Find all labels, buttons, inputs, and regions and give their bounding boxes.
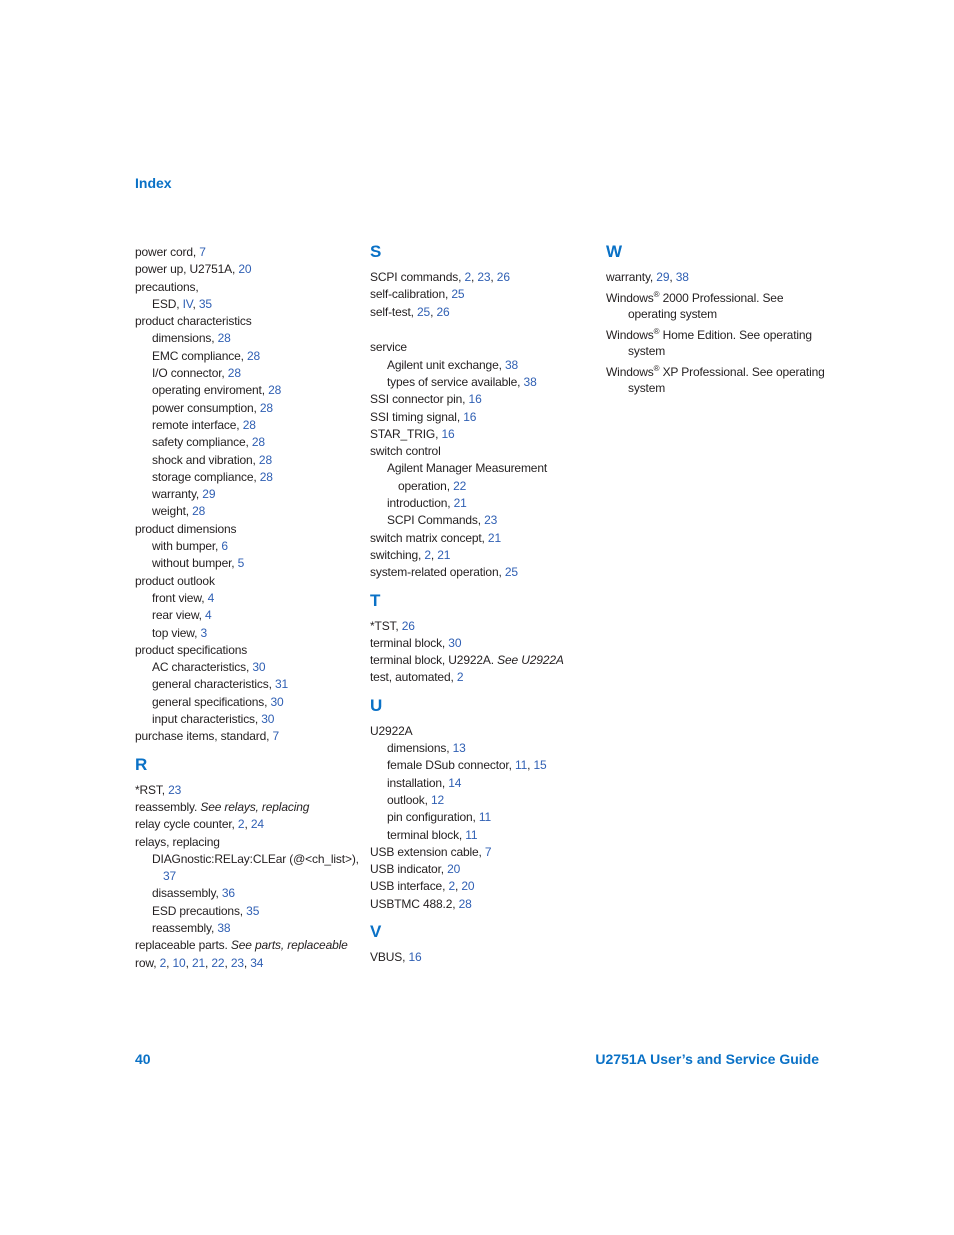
- index-subentry: [135, 486, 355, 503]
- index-entry: [135, 313, 355, 330]
- page-link[interactable]: 36: [221, 886, 235, 901]
- entry-text: warranty,: [606, 270, 657, 284]
- index-subentry: [370, 460, 590, 477]
- page-link[interactable]: 26: [436, 304, 450, 319]
- entry-text: XP Professional. See operating: [659, 365, 825, 380]
- entry-text: SSI connector pin,: [370, 392, 469, 407]
- index-subentry: [135, 348, 355, 365]
- index-subentry: [135, 503, 355, 520]
- page-link[interactable]: 29: [202, 487, 216, 502]
- index-subentry-wrap: [370, 478, 590, 495]
- index-entry: [606, 327, 826, 343]
- index-entry: [370, 426, 590, 443]
- entry-text: operating system: [628, 307, 717, 322]
- entry-text: relays, replacing: [135, 834, 220, 849]
- page-link[interactable]: 10: [172, 955, 186, 970]
- index-column-2: [370, 243, 590, 966]
- entry-text: 2000 Professional. See: [659, 291, 784, 306]
- entry-text: VBUS,: [370, 950, 409, 964]
- entry-text: *RST,: [135, 782, 169, 797]
- entry-text: operation,: [398, 478, 454, 493]
- page-link[interactable]: 16: [463, 409, 477, 424]
- index-subentry: female DSub connector, 11, 15: [387, 758, 547, 773]
- see-reference: See parts, replaceable: [230, 938, 348, 953]
- entry-text: USB extension cable,: [370, 844, 485, 859]
- index-entry: [135, 261, 355, 278]
- index-entry: [606, 364, 826, 380]
- page-link[interactable]: 12: [431, 792, 445, 807]
- page-link[interactable]: 30: [448, 635, 462, 650]
- index-letter-t: T: [370, 590, 381, 610]
- entry-text: SSI timing signal,: [370, 409, 464, 424]
- entry-text: Agilent Manager Measurement: [387, 461, 548, 476]
- entry-text: Windows: [606, 328, 654, 343]
- registered-mark: ®: [653, 290, 660, 300]
- entry-text: ESD,: [152, 296, 183, 311]
- entry-text: Windows: [606, 291, 654, 306]
- page-link[interactable]: 20: [461, 879, 475, 894]
- see-reference: See relays, replacing: [200, 799, 310, 814]
- index-entry: warranty, 29, 38: [606, 270, 689, 284]
- index-entry: [370, 896, 590, 913]
- index-entry: switching, 2, 21: [370, 547, 451, 562]
- entry-text: shock and vibration,: [152, 452, 259, 467]
- entry-text: operating enviroment,: [152, 383, 269, 398]
- page-link[interactable]: 20: [238, 262, 252, 277]
- page-link[interactable]: 5: [237, 556, 245, 571]
- index-subentry-wrap: [135, 868, 355, 885]
- page-link[interactable]: 22: [453, 478, 467, 493]
- index-entry: [135, 937, 355, 954]
- entry-text: *TST,: [370, 618, 402, 633]
- entry-text: general characteristics,: [152, 677, 275, 692]
- entry-text: USB interface,: [370, 879, 449, 894]
- page-link[interactable]: 31: [274, 677, 289, 692]
- index-entry: relay cycle counter, 2, 24: [135, 817, 264, 832]
- entry-text: power consumption,: [152, 400, 260, 415]
- entry-text: system-related operation,: [370, 565, 505, 580]
- index-subentry: [135, 330, 355, 347]
- page-link[interactable]: 25: [417, 304, 431, 319]
- entry-text: ESD precautions,: [152, 903, 247, 918]
- index-subentry: [135, 538, 355, 555]
- page-link[interactable]: 6: [221, 539, 228, 554]
- index-entry: [370, 564, 590, 581]
- entry-text: relay cycle counter,: [135, 817, 238, 832]
- index-subentry: [135, 434, 355, 451]
- entry-text: product dimensions: [135, 521, 237, 536]
- entry-text: terminal block,: [387, 827, 466, 842]
- index-letter-v: V: [370, 922, 382, 941]
- index-entry: [135, 834, 355, 851]
- index-subentry: [135, 885, 355, 902]
- index-entry: [370, 443, 590, 460]
- entry-text: product specifications: [135, 642, 248, 657]
- index-entry: [135, 642, 355, 659]
- entry-text: system: [628, 344, 666, 359]
- index-subentry: [370, 495, 590, 512]
- index-column-1: [135, 244, 359, 972]
- page-link[interactable]: 35: [198, 296, 212, 311]
- entry-text: pin configuration,: [387, 810, 479, 825]
- page-link[interactable]: 23: [230, 955, 244, 970]
- page-link[interactable]: 28: [251, 435, 265, 450]
- entry-text: U2922A: [370, 723, 413, 738]
- page-link[interactable]: 2: [448, 879, 455, 894]
- page-link[interactable]: 28: [458, 896, 472, 911]
- index-entry: [370, 618, 590, 635]
- page-link[interactable]: 11: [465, 827, 478, 842]
- footer-page-number: 40: [135, 1051, 151, 1067]
- index-entry: [135, 279, 355, 296]
- entry-text: dimensions,: [152, 331, 218, 346]
- registered-mark: ®: [653, 327, 660, 337]
- index-subentry: [135, 659, 355, 676]
- page-link[interactable]: 26: [496, 270, 510, 284]
- index-subentry: [135, 452, 355, 469]
- index-subentry: [135, 607, 355, 624]
- page-link[interactable]: 38: [675, 270, 689, 284]
- index-letter-w: W: [606, 242, 623, 261]
- page-link[interactable]: 28: [192, 504, 206, 519]
- entry-text: terminal block,: [370, 635, 449, 650]
- index-subentry: [135, 625, 355, 642]
- entry-text: I/O connector,: [152, 366, 228, 381]
- index-entry: row, 2, 10, 21, 22, 23, 34: [135, 955, 264, 970]
- page-link[interactable]: 2: [424, 547, 431, 562]
- page-link[interactable]: 30: [270, 694, 284, 709]
- entry-text: introduction,: [387, 496, 454, 511]
- page-link[interactable]: 15: [533, 758, 547, 773]
- page-link[interactable]: 11: [514, 758, 528, 773]
- page-link[interactable]: 35: [246, 903, 260, 918]
- page-link[interactable]: 28: [259, 400, 273, 415]
- entry-text: switching,: [370, 547, 425, 562]
- index-subentry: [135, 676, 355, 693]
- entry-text: SCPI commands,: [370, 270, 465, 284]
- entry-text: front view,: [152, 590, 208, 605]
- page-link[interactable]: 21: [191, 955, 205, 970]
- index-entry: USB interface, 2, 20: [370, 879, 475, 894]
- page-link[interactable]: 2: [159, 955, 167, 970]
- index-subentry: [135, 903, 355, 920]
- entry-text: switch matrix concept,: [370, 530, 488, 545]
- page-link[interactable]: 16: [441, 426, 455, 441]
- entry-text: precautions,: [135, 279, 199, 294]
- index-subentry: [370, 374, 590, 391]
- index-entry: [370, 723, 590, 740]
- index-subentry: [135, 365, 355, 382]
- footer-guide-title: U2751A User’s and Service Guide: [595, 1051, 819, 1067]
- entry-text: Windows: [606, 365, 654, 380]
- index-entry: [135, 573, 355, 590]
- page-link[interactable]: 28: [268, 383, 282, 398]
- entry-text: service: [370, 340, 407, 355]
- page-link[interactable]: 14: [448, 775, 462, 790]
- entry-text: reassembly.: [135, 799, 201, 814]
- index-subentry: ESD, IV, 35: [152, 296, 212, 311]
- entry-text: test, automated,: [370, 670, 457, 685]
- page-link[interactable]: 37: [163, 869, 177, 884]
- entry-text: remote interface,: [152, 417, 243, 432]
- spacer: [370, 321, 590, 340]
- page-link[interactable]: 4: [207, 590, 215, 605]
- index-subentry: [135, 694, 355, 711]
- page-link[interactable]: 22: [211, 955, 225, 970]
- page-link[interactable]: 25: [504, 565, 518, 580]
- index-entry: [370, 635, 590, 652]
- entry-text: SCPI Commands,: [387, 513, 485, 528]
- index-subentry: [370, 357, 590, 374]
- page-link[interactable]: 16: [408, 950, 422, 964]
- page-header-title: Index: [135, 175, 172, 191]
- entry-text: self-calibration,: [370, 287, 452, 302]
- entry-text: Agilent unit exchange,: [387, 357, 505, 372]
- page-link[interactable]: 4: [205, 608, 212, 623]
- page-link[interactable]: 2: [456, 670, 464, 685]
- index-subentry: [370, 809, 590, 826]
- entry-text: USBTMC 488.2,: [370, 896, 459, 911]
- entry-text: Home Edition. See operating: [659, 328, 812, 343]
- page-link[interactable]: 3: [200, 625, 208, 640]
- index-subentry: [370, 827, 590, 844]
- page-link[interactable]: 23: [484, 513, 498, 528]
- page-link[interactable]: 11: [478, 810, 492, 825]
- index-entry: [370, 861, 590, 878]
- page-link[interactable]: 34: [250, 955, 264, 970]
- page-link[interactable]: 2: [237, 817, 245, 832]
- entry-text: safety compliance,: [152, 435, 252, 450]
- index-entry: [370, 669, 590, 686]
- index-subentry: [135, 590, 355, 607]
- page-link[interactable]: 28: [258, 452, 272, 467]
- index-entry: [135, 728, 355, 745]
- index-subentry: [135, 555, 355, 572]
- page-link[interactable]: 30: [252, 660, 266, 675]
- page-link[interactable]: 7: [272, 729, 280, 744]
- index-entry: [135, 782, 355, 799]
- index-entry: [370, 530, 590, 547]
- page-link[interactable]: 38: [504, 357, 519, 372]
- index-entry: [370, 339, 590, 356]
- page-link[interactable]: 20: [447, 862, 461, 877]
- entry-text: warranty,: [152, 487, 203, 502]
- entry-text: with bumper,: [152, 539, 222, 554]
- index-letter-r: R: [135, 754, 148, 774]
- entry-text: DIAGnostic:RELay:CLEar (@<ch_list>),: [152, 851, 359, 866]
- index-subentry: [370, 792, 590, 809]
- index-entry: [370, 844, 590, 861]
- entry-text: purchase items, standard,: [135, 729, 273, 744]
- index-entry: [370, 286, 590, 303]
- page-link[interactable]: 16: [468, 392, 482, 407]
- page-link[interactable]: 2: [464, 270, 471, 284]
- page-link[interactable]: 7: [199, 245, 206, 259]
- entry-text: row,: [135, 955, 160, 970]
- entry-text: outlook,: [387, 792, 432, 807]
- entry-text: replaceable parts.: [135, 938, 231, 953]
- entry-text: female DSub connector,: [387, 758, 515, 773]
- index-subentry: [135, 920, 355, 937]
- entry-text: general specifications,: [152, 694, 271, 709]
- entry-text: types of service available,: [387, 374, 524, 389]
- index-subentry: [370, 775, 590, 792]
- index-entry: [370, 409, 590, 426]
- index-subentry: [135, 382, 355, 399]
- page-link[interactable]: 28: [227, 366, 241, 381]
- entry-text: input characteristics,: [152, 712, 262, 727]
- page-link[interactable]: 30: [261, 712, 275, 727]
- index-entry: [135, 521, 355, 538]
- page-link[interactable]: 28: [246, 348, 261, 363]
- index-subentry: [135, 400, 355, 417]
- entry-text: AC characteristics,: [152, 660, 253, 675]
- page-link[interactable]: 7: [484, 844, 492, 859]
- index-entry: SCPI commands, 2, 23, 26: [370, 270, 510, 284]
- index-letter-u: U: [370, 695, 383, 715]
- entry-text: power up, U2751A,: [135, 262, 239, 277]
- index-entry: [370, 391, 590, 408]
- index-entry: [370, 949, 590, 966]
- entry-text: system: [628, 381, 666, 396]
- see-reference: See U2922A: [497, 653, 564, 668]
- page-link[interactable]: 28: [217, 331, 231, 346]
- page-link[interactable]: IV: [182, 296, 193, 311]
- entry-text: top view,: [152, 625, 201, 640]
- entry-text: product outlook: [135, 573, 215, 588]
- index-entry: [370, 652, 590, 669]
- page-link[interactable]: 21: [437, 547, 451, 562]
- page-link[interactable]: 28: [259, 469, 273, 484]
- index-subentry: [135, 711, 355, 728]
- entry-text: rear view,: [152, 608, 206, 623]
- entry-text: installation,: [387, 775, 449, 790]
- registered-mark: ®: [653, 364, 660, 374]
- index-entry: self-test, 25, 26: [370, 304, 450, 319]
- entry-text: self-test,: [370, 304, 418, 319]
- page-link[interactable]: 38: [523, 374, 537, 389]
- index-subentry: [135, 851, 359, 868]
- page-link[interactable]: 24: [250, 817, 264, 832]
- index-entry: [606, 290, 826, 306]
- index-entry: [135, 244, 355, 261]
- index-column-3: [606, 243, 826, 401]
- page-link[interactable]: 38: [217, 920, 231, 935]
- index-letter-s: S: [370, 242, 382, 261]
- page-link[interactable]: 25: [451, 287, 465, 302]
- index-entry-wrap: [606, 306, 826, 322]
- page-link[interactable]: 21: [453, 496, 467, 511]
- index-entry: [135, 799, 355, 816]
- entry-text: terminal block, U2922A.: [370, 653, 498, 668]
- page-link[interactable]: 21: [487, 530, 501, 545]
- entry-text: STAR_TRIG,: [370, 426, 442, 441]
- page-link[interactable]: 23: [477, 270, 491, 284]
- index-subentry: [370, 740, 590, 757]
- index-subentry: [135, 417, 355, 434]
- entry-text: without bumper,: [152, 556, 238, 571]
- entry-text: disassembly,: [152, 886, 222, 901]
- entry-text: power cord,: [135, 245, 200, 259]
- page-link[interactable]: 29: [656, 270, 670, 284]
- entry-text: product characteristics: [135, 314, 252, 329]
- entry-text: dimensions,: [387, 741, 453, 756]
- entry-text: storage compliance,: [152, 469, 260, 484]
- entry-text: switch control: [370, 444, 441, 459]
- entry-text: reassembly,: [152, 920, 218, 935]
- page-link[interactable]: 26: [401, 618, 415, 633]
- entry-text: weight,: [152, 504, 193, 519]
- index-subentry: [370, 512, 590, 529]
- page-link[interactable]: 28: [242, 417, 256, 432]
- index-entry-wrap: [606, 343, 826, 359]
- entry-text: USB indicator,: [370, 862, 448, 877]
- entry-text: EMC compliance,: [152, 348, 247, 363]
- page-link[interactable]: 13: [452, 741, 466, 756]
- page-link[interactable]: 23: [168, 782, 182, 797]
- index-subentry: [135, 469, 355, 486]
- index-entry-wrap: [606, 380, 826, 396]
